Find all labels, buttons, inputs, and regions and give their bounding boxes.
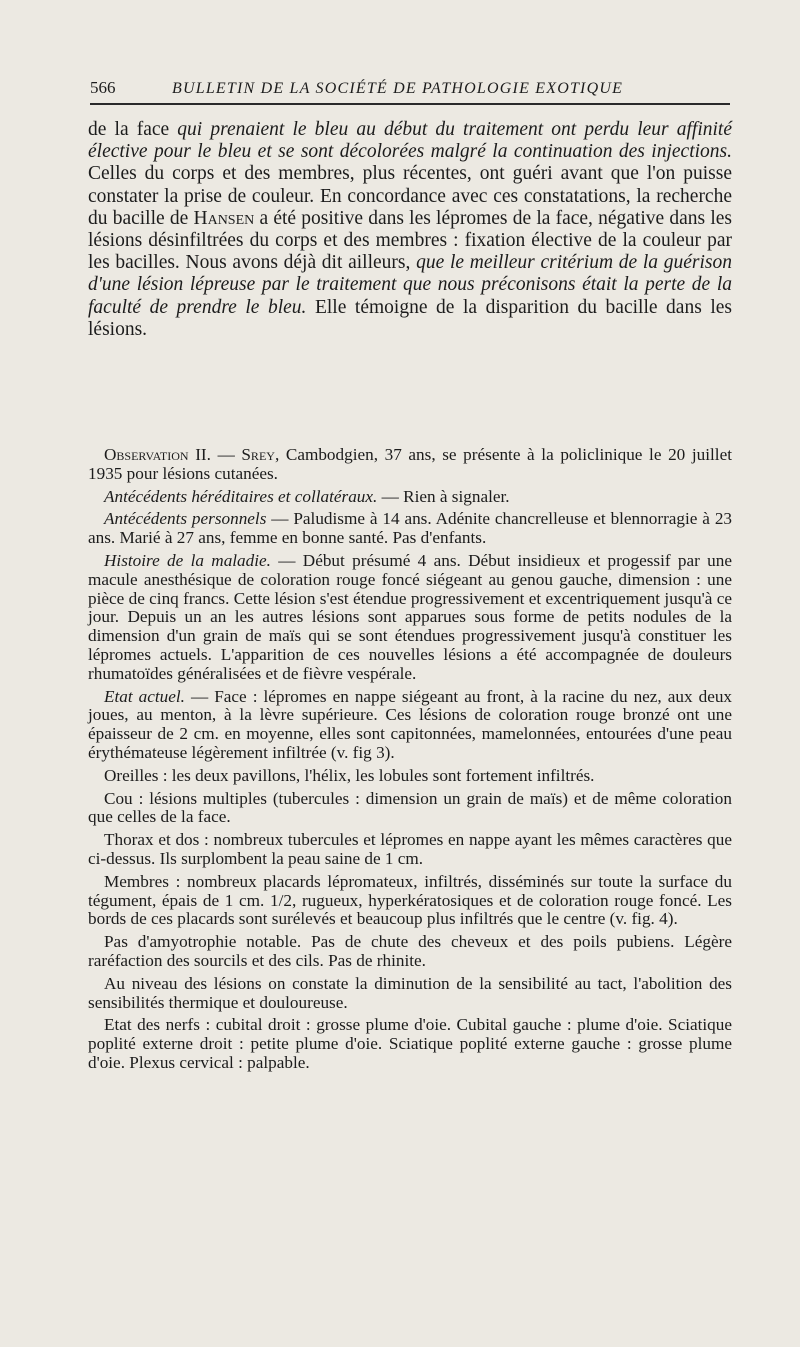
section-label: Histoire de la maladie. xyxy=(104,550,271,570)
intro-paragraph xyxy=(88,119,732,341)
section-label: Etat actuel. xyxy=(104,686,185,706)
limbs-paragraph: Membres : nombreux placards lépromateux, infiltrés, disséminés sur toute la surface du tégument, épais de 1 cm. 1/2, rugueux, hyperkératosiques et de coloration rouge foncé. Les bords de ces placards sont surélevés et beaucoup plus infiltrés que le centre (v. fig. 4). xyxy=(88,871,732,929)
patient-name: Srey xyxy=(241,445,275,464)
observation-text: , Cambodgien, 37 ans, se présente à la policlinique le 20 juillet 1935 pour lésions cutanées. xyxy=(88,445,732,483)
running-title: BULLETIN DE LA SOCIÉTÉ DE PATHOLOGIE EXOTIQUE xyxy=(172,80,624,97)
neck-paragraph: Cou : lésions multiples (tubercules : dimension un grain de maïs) et de même coloration que celles de la face. xyxy=(88,788,732,827)
ears-paragraph: Oreilles : les deux pavillons, l'hélix, les lobules sont fortement infiltrés. xyxy=(104,765,595,785)
sensitivity-paragraph: Au niveau des lésions on constate la diminution de la sensibilité au tact, l'abolition des sensibilités thermique et douloureuse. xyxy=(88,973,732,1012)
observation-heading xyxy=(88,446,732,484)
observation-section xyxy=(88,446,732,1077)
hair-paragraph: Pas d'amyotrophie notable. Pas de chute des cheveux et des poils pubiens. Légère raréfaction des sourcils et des cils. Pas de rhinite. xyxy=(88,932,732,970)
current-state xyxy=(88,688,732,763)
thorax-paragraph: Thorax et dos : nombreux tubercules et lépromes en nappe ayant les mêmes caractères que ci-dessus. Ils surplombent la peau saine de 1 cm. xyxy=(88,830,732,868)
page-header xyxy=(90,78,730,104)
author-name: Hansen xyxy=(193,207,255,229)
header-rule xyxy=(90,103,730,105)
section-label: Antécédents personnels xyxy=(104,509,267,529)
section-text: — Début présumé 4 ans. Début insidieux et progessif par une macule anesthésique de coloration rouge foncé siégeant au genou gauche, dimension : une pièce de cinq francs. Cette lésion s'est étendue progressivement et excentriquement jusqu'à ce jour. Depuis un an les autres lésions sont apparues sous forme de petits nodules de la dimension d'un grain de maïs qui se sont étendues progressivement jusqu'à constituer les lépromes actuels. L'apparition de ces nouvelles lésions a été accompagnée de douleurs rhumatoïdes généralisées et de fièvre vespérale. xyxy=(88,550,732,683)
observation-label: Observation xyxy=(104,445,189,464)
nerves-paragraph: Etat des nerfs : cubital droit : grosse plume d'oie. Cubital gauche : plume d'oie. Sciatique poplité externe droit : petite plume d'oie. Sciatique poplité externe gauche : grosse plume d'oie. Plexus cervical : palpable. xyxy=(88,1015,732,1072)
section-text: — Face : lépromes en nappe siégeant au front, à la racine du nez, aux deux joues, au menton, à la lèvre supérieure. Ces lésions de coloration rouge bronzé ont une épaisseur de 2 cm. en moyenne, elles sont capitonnées, mamelonnées, entourées d'une peau érythémateuse légèrement infiltrée (v. fig 3). xyxy=(88,686,733,762)
disease-history xyxy=(88,552,732,684)
section-label: Antécédents héréditaires et collatéraux. xyxy=(104,486,378,506)
intro-text: a été positive dans les lépromes de la face, négative dans les lésions désinfiltrées du corps et des membres : fixation élective de la couleur par les bacilles. Nous avons déjà dit ailleurs, xyxy=(88,207,733,274)
observation-number: II. — xyxy=(188,445,242,464)
hereditary-history xyxy=(88,488,732,507)
intro-text: Celles du corps et des membres, plus récentes, ont guéri avant que l'on puisse constater la prise de couleur. En concordance avec ces constatations, la recherche du bacille de xyxy=(88,163,732,229)
personal-history xyxy=(88,510,732,548)
intro-emphasis: que le meilleur critérium de la guérison d'une lésion lépreuse par le traitement que nous préconisons était la perte de la faculté de prendre le bleu. xyxy=(88,252,733,318)
intro-text: de la face xyxy=(88,119,178,140)
intro-text: Elle témoigne de la disparition du bacille dans les lésions. xyxy=(88,296,732,340)
section-text: — Paludisme à 14 ans. Adénite chancrelleuse et blennorragie à 23 ans. Marié à 27 ans, femme en bonne santé. Pas d'enfants. xyxy=(88,509,733,548)
section-text: — Rien à signaler. xyxy=(377,486,510,506)
page-number: 566 xyxy=(90,78,116,97)
intro-emphasis: qui prenaient le bleu au début du traitement ont perdu leur affinité élective pour le bleu et se sont décolorées malgré la continuation des injections. xyxy=(88,119,732,163)
